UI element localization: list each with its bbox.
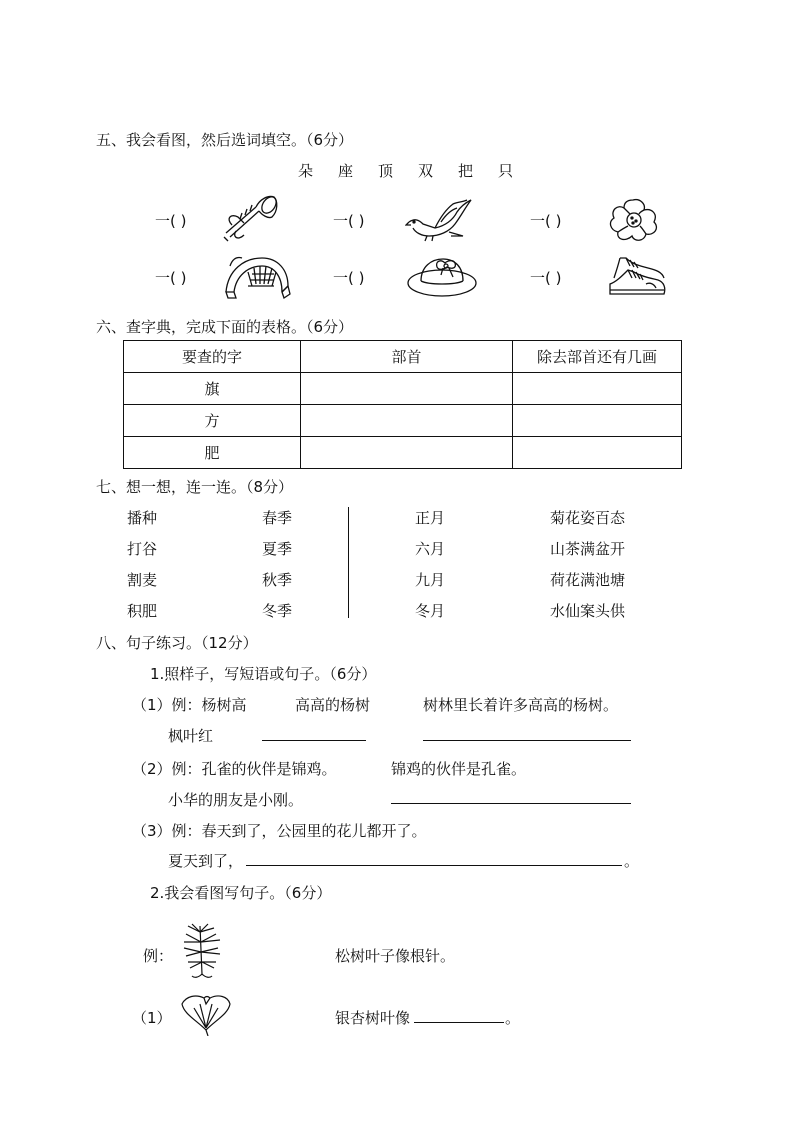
answer-line[interactable]	[414, 1022, 504, 1023]
example-label: （2）例：孔雀的伙伴是锦鸡。	[132, 760, 337, 778]
fill-blank[interactable]: 一( )	[333, 269, 365, 287]
shoes-icon	[606, 254, 668, 300]
table-row	[124, 373, 682, 405]
match-item[interactable]: 九月	[415, 571, 446, 589]
example-label: （1）例：杨树高	[132, 696, 247, 714]
q8-title: 八、句子练习。（12分）	[96, 634, 258, 652]
fill-blank[interactable]: 一( )	[530, 212, 562, 230]
match-item[interactable]: 正月	[415, 509, 446, 527]
word-bank-item: 把	[458, 162, 474, 180]
table-row	[124, 405, 682, 437]
match-item[interactable]: 六月	[415, 540, 446, 558]
table-header-row	[124, 341, 682, 373]
table-cell-char: 旗	[124, 373, 301, 405]
table-cell-blank[interactable]	[301, 405, 513, 437]
table-cell-blank[interactable]	[513, 437, 682, 469]
word-bank-item: 顶	[378, 162, 394, 180]
flower-icon	[606, 196, 660, 244]
table-cell-char: 方	[124, 405, 301, 437]
answer-line[interactable]	[423, 740, 631, 741]
sentence-end: 。	[624, 852, 640, 870]
table-row	[124, 437, 682, 469]
fill-blank[interactable]: 一( )	[333, 212, 365, 230]
example-label: （3）例：春天到了，公园里的花儿都开了。	[132, 822, 427, 840]
table-header: 除去部首还有几画	[513, 341, 682, 373]
fill-blank[interactable]: 一( )	[155, 269, 187, 287]
match-item[interactable]: 春季	[262, 509, 293, 527]
dictionary-table	[123, 340, 682, 469]
match-item[interactable]: 水仙案头供	[550, 602, 626, 620]
pine-branch-icon	[178, 922, 226, 980]
ginkgo-leaf-icon	[178, 990, 234, 1036]
table-header: 要查的字	[124, 341, 301, 373]
example-answer: 锦鸡的伙伴是孔雀。	[391, 760, 527, 778]
match-item[interactable]: 积肥	[127, 602, 158, 620]
table-cell-blank[interactable]	[513, 405, 682, 437]
bird-icon	[405, 198, 473, 242]
example-sentence: 树林里长着许多高高的杨树。	[423, 696, 619, 714]
match-item[interactable]: 秋季	[262, 571, 293, 589]
table-cell-blank[interactable]	[301, 373, 513, 405]
match-item[interactable]: 冬季	[262, 602, 293, 620]
word-bank-item: 只	[498, 162, 514, 180]
fill-blank[interactable]: 一( )	[155, 212, 187, 230]
answer-line[interactable]	[262, 740, 366, 741]
match-item[interactable]: 山茶满盆开	[550, 540, 626, 558]
example-phrase: 高高的杨树	[295, 696, 371, 714]
q7-title: 七、想一想，连一连。（8分）	[96, 478, 294, 496]
match-item[interactable]: 播种	[127, 509, 158, 527]
table-cell-blank[interactable]	[301, 437, 513, 469]
item-prompt: 银杏树叶像	[335, 1009, 411, 1027]
word-bank-item: 朵	[298, 162, 314, 180]
match-item[interactable]: 打谷	[127, 540, 158, 558]
table-cell-blank[interactable]	[513, 373, 682, 405]
answer-line[interactable]	[246, 865, 622, 866]
bridge-icon	[222, 252, 292, 300]
table-header: 部首	[301, 341, 513, 373]
fill-blank[interactable]: 一( )	[530, 269, 562, 287]
column-divider	[348, 507, 349, 618]
q6-title: 六、查字典，完成下面的表格。（6分）	[96, 318, 354, 336]
table-cell-char: 肥	[124, 437, 301, 469]
sentence-end: 。	[505, 1009, 521, 1027]
q8-sub2-title: 2.我会看图写句子。（6分）	[150, 884, 332, 902]
trumpet-icon	[222, 193, 280, 245]
q8-sub1-title: 1.照样子，写短语或句子。（6分）	[150, 665, 377, 683]
match-item[interactable]: 荷花满池塘	[550, 571, 626, 589]
hat-icon	[405, 255, 479, 299]
word-bank-item: 双	[418, 162, 434, 180]
match-item[interactable]: 割麦	[127, 571, 158, 589]
match-item[interactable]: 菊花姿百态	[550, 509, 626, 527]
prompt-text: 夏天到了，	[168, 852, 244, 870]
q5-title: 五、我会看图，然后选词填空。（6分）	[96, 131, 354, 149]
match-item[interactable]: 夏季	[262, 540, 293, 558]
word-bank-item: 座	[338, 162, 354, 180]
example-label: 例：	[143, 947, 174, 965]
example-sentence: 松树叶子像根针。	[335, 947, 456, 965]
item-label: （1）	[132, 1009, 172, 1027]
prompt-text: 小华的朋友是小刚。	[168, 791, 304, 809]
prompt-text: 枫叶红	[168, 727, 214, 745]
match-item[interactable]: 冬月	[415, 602, 446, 620]
answer-line[interactable]	[391, 803, 631, 804]
